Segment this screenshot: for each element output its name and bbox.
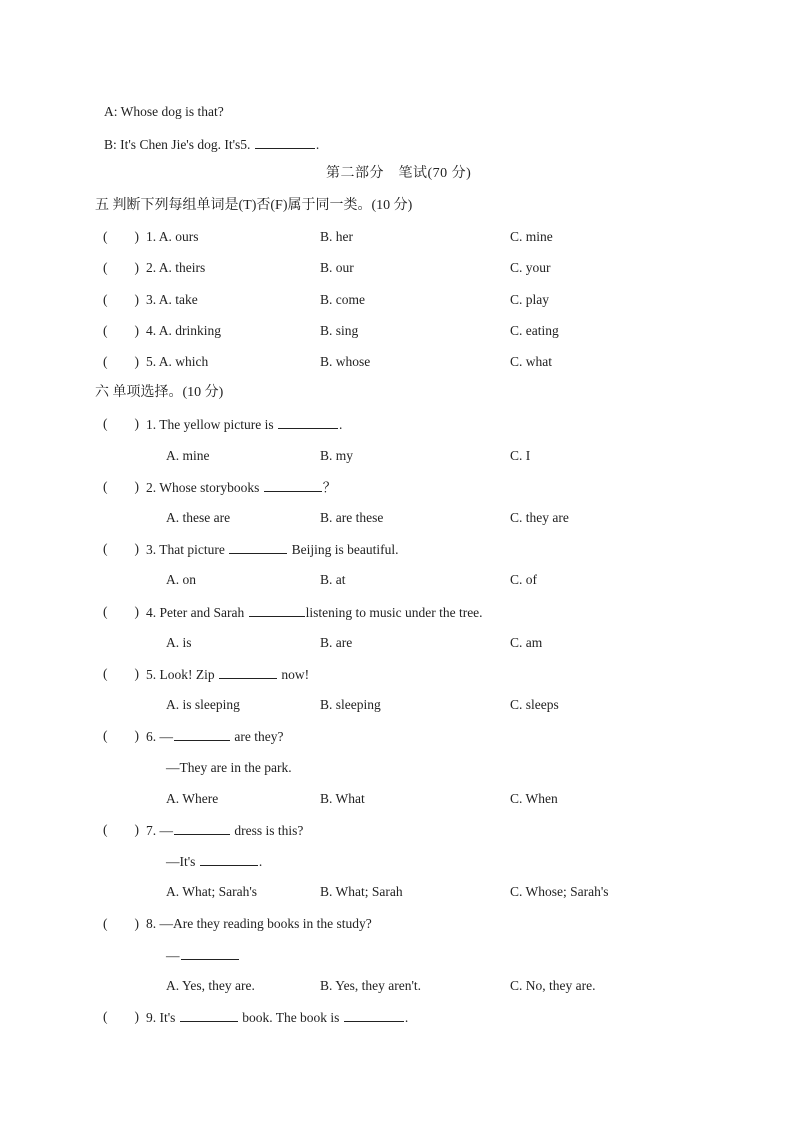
option-c: C. When — [510, 791, 558, 806]
option-c: C. mine — [510, 229, 553, 244]
option-c: C. eating — [510, 323, 559, 338]
question-stem — [146, 603, 483, 622]
response-text: —It's — [166, 854, 199, 869]
answer-blank[interactable] — [174, 821, 230, 835]
question-stem — [146, 727, 283, 746]
option-a: A. What; Sarah's — [166, 884, 258, 899]
answer-paren[interactable]: ( ) — [103, 728, 139, 743]
question-text-mid: book. The book is — [238, 1010, 343, 1025]
option-a: A. these are — [166, 510, 231, 525]
option-c: C. play — [510, 292, 549, 307]
answer-blank[interactable] — [200, 852, 258, 866]
question-text: 2. Whose storybooks — [146, 480, 263, 495]
question-text: 1. The yellow picture is — [146, 417, 277, 432]
question-text: 4. Peter and Sarah — [146, 605, 248, 620]
option-b: B. come — [320, 292, 365, 307]
option-b: B. What — [320, 791, 365, 806]
option-c: C. I — [510, 448, 531, 463]
dialogue-line-a: A: Whose dog is that? — [104, 104, 224, 119]
option-c: C. Whose; Sarah's — [510, 884, 609, 899]
option-c: C. they are — [510, 510, 569, 525]
option-a: 3. A. take — [146, 292, 198, 307]
answer-blank[interactable] — [249, 603, 305, 617]
answer-paren[interactable]: ( ) — [103, 479, 139, 494]
question-text: 7. — — [146, 823, 173, 838]
option-a: A. Yes, they are. — [166, 978, 255, 993]
answer-blank[interactable] — [174, 727, 230, 741]
response-text: — — [166, 948, 180, 963]
answer-blank[interactable] — [264, 478, 322, 492]
option-a: A. is — [166, 635, 192, 650]
answer-blank[interactable] — [181, 946, 239, 960]
answer-paren[interactable]: ( ) — [103, 229, 139, 244]
option-a: A. Where — [166, 791, 219, 806]
option-b: B. whose — [320, 354, 371, 369]
answer-blank[interactable] — [278, 415, 338, 429]
question-text-end: now! — [278, 667, 310, 682]
answer-paren[interactable]: ( ) — [103, 604, 139, 619]
question-text-end: Beijing is beautiful. — [288, 542, 399, 557]
question-stem — [146, 415, 342, 434]
option-b: B. Yes, they aren't. — [320, 978, 422, 993]
question-text: 5. Look! Zip — [146, 667, 218, 682]
option-c: C. No, they are. — [510, 978, 596, 993]
option-a: 2. A. theirs — [146, 260, 206, 275]
question-stem — [146, 821, 303, 840]
option-c: C. of — [510, 572, 537, 587]
question-stem — [146, 478, 336, 497]
option-c: C. your — [510, 260, 551, 275]
question-text-end: listening to music under the tree. — [305, 605, 483, 620]
question-text-end: dress is this? — [231, 823, 304, 838]
response-text-end: . — [258, 854, 263, 869]
answer-paren[interactable]: ( ) — [103, 354, 139, 369]
answer-paren[interactable]: ( ) — [103, 666, 139, 681]
question-text: 3. That picture — [146, 542, 229, 557]
dialogue-line-b-text: B: It's Chen Jie's dog. It's5. — [104, 137, 254, 152]
answer-blank[interactable] — [180, 1008, 238, 1022]
option-c: C. sleeps — [510, 697, 559, 712]
option-a: 5. A. which — [146, 354, 209, 369]
option-b: B. What; Sarah — [320, 884, 403, 899]
question-text: 8. —Are they reading books in the study? — [146, 916, 372, 931]
option-b: B. sleeping — [320, 697, 381, 712]
option-b: B. sing — [320, 323, 359, 338]
option-b: B. are — [320, 635, 353, 650]
option-b: B. her — [320, 229, 353, 244]
option-a: A. on — [166, 572, 196, 587]
answer-blank[interactable] — [229, 540, 287, 554]
question-text: 9. It's — [146, 1010, 179, 1025]
dialogue-line-b-end: . — [315, 137, 320, 152]
option-a: A. mine — [166, 448, 210, 463]
part-title: 第二部分 笔试(70 分) — [326, 166, 472, 181]
question-response — [166, 946, 240, 965]
answer-paren[interactable]: ( ) — [103, 292, 139, 307]
question-text-end: . — [338, 417, 343, 432]
answer-paren[interactable]: ( ) — [103, 916, 139, 931]
answer-blank[interactable] — [344, 1008, 404, 1022]
option-b: B. are these — [320, 510, 384, 525]
option-b: B. my — [320, 448, 354, 463]
answer-paren[interactable]: ( ) — [103, 541, 139, 556]
question-stem — [146, 540, 398, 559]
answer-blank[interactable] — [219, 665, 277, 679]
option-c: C. am — [510, 635, 543, 650]
question-stem — [146, 1008, 408, 1027]
answer-paren[interactable]: ( ) — [103, 416, 139, 431]
option-c: C. what — [510, 354, 552, 369]
option-a: 4. A. drinking — [146, 323, 222, 338]
answer-paren[interactable]: ( ) — [103, 1009, 139, 1024]
question-text: 6. — — [146, 729, 173, 744]
section5-title: 五 判断下列每组单词是(T)否(F)属于同一类。(10 分) — [95, 198, 413, 213]
option-b: B. our — [320, 260, 354, 275]
answer-paren[interactable]: ( ) — [103, 323, 139, 338]
option-a: 1. A. ours — [146, 229, 199, 244]
dialogue-line-b — [104, 135, 319, 154]
question-stem — [146, 665, 309, 684]
option-a: A. is sleeping — [166, 697, 240, 712]
answer-blank[interactable] — [255, 135, 315, 149]
question-text-end: ？ — [322, 480, 337, 495]
question-text-end: . — [404, 1010, 409, 1025]
answer-paren[interactable]: ( ) — [103, 260, 139, 275]
question-text-end: are they? — [231, 729, 284, 744]
section6-title: 六 单项选择。(10 分) — [95, 385, 224, 400]
answer-paren[interactable]: ( ) — [103, 822, 139, 837]
question-response — [166, 852, 262, 871]
option-b: B. at — [320, 572, 346, 587]
question-response: —They are in the park. — [166, 760, 292, 775]
